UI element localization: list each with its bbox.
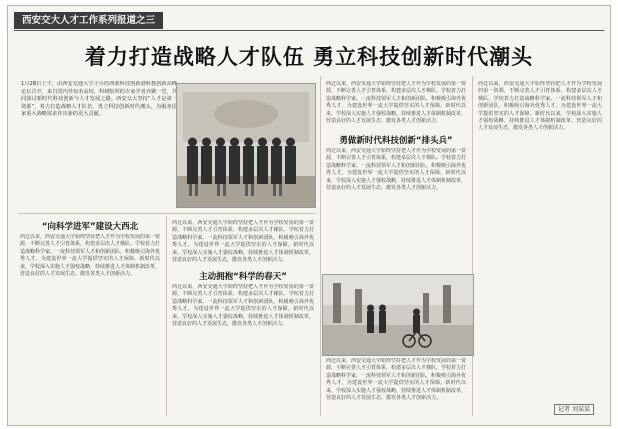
section-rule xyxy=(18,213,316,214)
column-2-text-bottom: 西迁以来，西安交通大学始终坚持把人才作为学校发展的第一资源，不断完善人才引育体系，构建多层次人才梯队。学校着力打造战略科学家、一流科技领军人才和创新团队，积极吸引海外优秀人才，为建设世界一流大学提供坚实的人才保障。新时代以来，学校深入实施人才强校战略，持续推进人才体制机制改革，营造良好的人才发展生态，激发各类人才创新活力。 xyxy=(326,358,466,402)
newspaper-page xyxy=(7,5,611,426)
series-tag: 西安交大人才工作系列报道之三 xyxy=(14,12,163,29)
campus-photo-illustration xyxy=(323,275,473,355)
byline: 记者 刘某某 xyxy=(554,404,594,415)
tag-rule xyxy=(14,30,604,31)
column-rule xyxy=(320,76,321,416)
campus-photo xyxy=(322,274,474,356)
column-2-text-top: 西迁以来，西安交通大学始终坚持把人才作为学校发展的第一资源，不断完善人才引育体系，构建多层次人才梯队。学校着力打造战略科学家、一流科技领军人才和创新团队，积极吸引海外优秀人才，为建设世界一流大学提供坚实的人才保障。新时代以来，学校深入实施人才强校战略，持续推进人才体制机制改革，营造良好的人才发展生态，激发各类人才创新活力。 xyxy=(326,81,466,125)
column-1b-text: 西迁以来，西安交通大学始终坚持把人才作为学校发展的第一资源，不断完善人才引育体系，构建多层次人才梯队。学校着力打造战略科学家、一流科技领军人才和创新团队，积极吸引海外优秀人才，为建设世界一流大学提供坚实的人才保障。新时代以来，学校深入实施人才强校战略，持续推进人才体制机制改革，营造良好的人才发展生态，激发各类人才创新活力。 xyxy=(172,220,314,264)
headline: 着力打造战略人才队伍 勇立科技创新时代潮头 xyxy=(84,45,534,69)
subhead-2: 勇做新时代科技创新“排头兵” xyxy=(339,136,453,146)
column-1-text: 西迁以来，西安交通大学始终坚持把人才作为学校发展的第一资源，不断完善人才引育体系，构建多层次人才梯队。学校着力打造战略科学家、一流科技领军人才和创新团队，积极吸引海外优秀人才，为建设世界一流大学提供坚实的人才保障。新时代以来，学校深入实施人才强校战略，持续推进人才体制机制改革，营造良好的人才发展生态，激发各类人才创新活力。 xyxy=(20,234,160,278)
column-rule xyxy=(166,216,167,416)
group-photo-illustration xyxy=(177,84,315,207)
column-3-text: 西迁以来，西安交通大学始终坚持把人才作为学校发展的第一资源，不断完善人才引育体系，构建多层次人才梯队。学校着力打造战略科学家、一流科技领军人才和创新团队，积极吸引海外优秀人才，为建设世界一流大学提供坚实的人才保障。新时代以来，学校深入实施人才强校战略，持续推进人才体制机制改革，营造良好的人才发展生态，激发各类人才创新活力。 xyxy=(478,81,602,132)
group-photo xyxy=(176,83,316,208)
subhead-3: 主动拥抱“科学的春天” xyxy=(199,272,287,282)
subhead-1: “向科学进军”建设大西北 xyxy=(41,222,139,232)
column-2-text-mid: 西迁以来，西安交通大学始终坚持把人才作为学校发展的第一资源，不断完善人才引育体系，构建多层次人才梯队。学校着力打造战略科学家、一流科技领军人才和创新团队，积极吸引海外优秀人才，为建设世界一流大学提供坚实的人才保障。新时代以来，学校深入实施人才强校战略，持续推进人才体制机制改革，营造良好的人才发展生态，激发各类人才创新活力。 xyxy=(326,148,466,192)
lead-paragraph: 1月28日上午，由西安交通大学主办的西部科技创新港科教创新高峰论坛召开，来自国内外知名高校、科研院所的专家学者齐聚一堂，共同探讨新时代科技创新与人才发展之路。西安交大坚持“人才是第一资源”，着力打造战略人才队伍，勇立科技创新时代潮头，为服务国家重大战略需求作出新的更大贡献。 xyxy=(21,81,177,118)
column-rule xyxy=(472,76,473,416)
column-1c-text: 西迁以来，西安交通大学始终坚持把人才作为学校发展的第一资源，不断完善人才引育体系，构建多层次人才梯队。学校着力打造战略科学家、一流科技领军人才和创新团队，积极吸引海外优秀人才，为建设世界一流大学提供坚实的人才保障。新时代以来，学校深入实施人才强校战略，持续推进人才体制机制改革，营造良好的人才发展生态，激发各类人才创新活力。 xyxy=(172,284,314,328)
